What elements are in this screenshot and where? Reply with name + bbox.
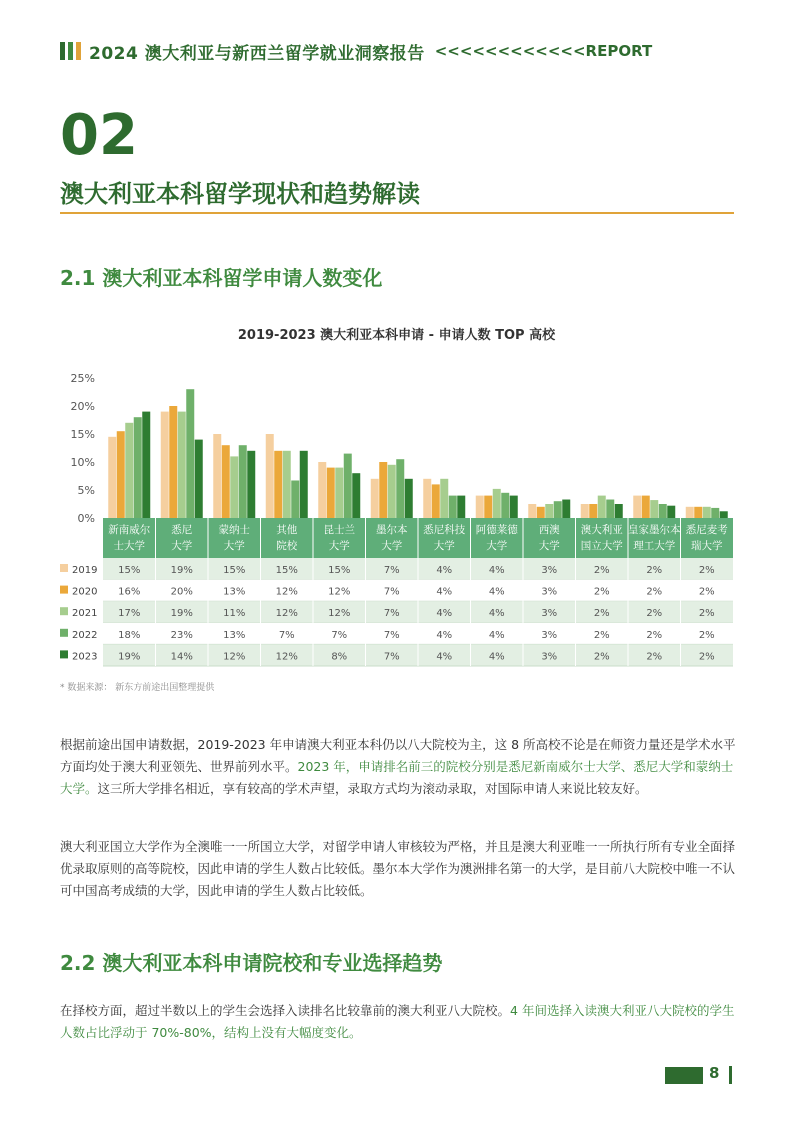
table-cell: 12% bbox=[275, 608, 298, 620]
legend-swatch bbox=[60, 607, 68, 615]
table-cell: 2% bbox=[593, 608, 610, 620]
table-cell: 7% bbox=[383, 565, 400, 576]
table-cell: 7% bbox=[331, 629, 348, 641]
legend-swatch bbox=[60, 629, 68, 637]
bar bbox=[318, 462, 326, 518]
paragraph-1-text: 根据前途出国申请数据，2019-2023 年申请澳大利亚本科仍以八大院校为主，这 8 所高校不论是在师资力量还是学术水平方面均处于澳大利亚领先、世界前列水平。 bbox=[60, 737, 736, 774]
table-cell: 2% bbox=[593, 565, 610, 576]
category-label: 院校 bbox=[276, 540, 298, 552]
table-cell: 2% bbox=[593, 586, 610, 598]
bar bbox=[335, 468, 343, 518]
bar bbox=[449, 496, 457, 518]
bar bbox=[405, 479, 413, 518]
table-cell: 15% bbox=[118, 565, 141, 576]
bar bbox=[344, 454, 352, 518]
section-title-2-2: 2.2 澳大利亚本科申请院校和专业选择趋势 bbox=[60, 951, 443, 975]
paragraph-3-highlight: 4 年间选择入读澳大利亚八大院校的学生人数占比浮动于 70%-80%，结构上没有大幅度变化。 bbox=[60, 1003, 735, 1040]
bar bbox=[423, 479, 431, 518]
category-label: 大学 bbox=[486, 540, 508, 552]
table-cell: 2% bbox=[698, 629, 715, 641]
paragraph-1-text-end: 这三所大学排名相近，享有较高的学术声望，录取方式均为滚动录取，对国际申请人来说比较友好。 bbox=[97, 781, 648, 796]
y-tick-label: 5% bbox=[77, 484, 95, 497]
table-cell: 7% bbox=[278, 629, 295, 641]
category-label: 澳大利亚 bbox=[580, 524, 623, 536]
category-label: 悉尼科技 bbox=[423, 524, 466, 536]
table-cell: 3% bbox=[541, 651, 558, 663]
bar bbox=[388, 465, 396, 518]
table-cell: 2% bbox=[698, 608, 715, 620]
category-label: 国立大学 bbox=[580, 540, 623, 552]
y-tick-label: 10% bbox=[70, 456, 95, 469]
category-label: 阿德莱德 bbox=[475, 524, 518, 536]
table-cell: 3% bbox=[541, 629, 558, 641]
bar bbox=[108, 437, 116, 518]
table-cell: 4% bbox=[488, 565, 505, 576]
bar bbox=[247, 451, 255, 518]
category-label: 悉尼 bbox=[171, 524, 193, 536]
bar bbox=[606, 500, 614, 518]
table-cell: 2% bbox=[593, 629, 610, 641]
report-tag: <<<<<<<<<<<<REPORT bbox=[434, 42, 653, 60]
table-cell: 4% bbox=[436, 586, 453, 598]
table-cell: 4% bbox=[488, 608, 505, 620]
legend-label: 2020 bbox=[72, 586, 98, 598]
bar bbox=[537, 507, 545, 518]
paragraph-1 bbox=[60, 734, 736, 800]
table-cell: 2% bbox=[646, 629, 663, 641]
bar bbox=[432, 484, 440, 518]
table-cell: 23% bbox=[170, 629, 193, 641]
chapter-title: 澳大利亚本科留学现状和趋势解读 bbox=[60, 180, 420, 208]
bar bbox=[142, 412, 150, 518]
table-cell: 3% bbox=[541, 586, 558, 598]
table-cell: 12% bbox=[223, 651, 246, 663]
table-cell: 2% bbox=[593, 651, 610, 663]
bar bbox=[633, 496, 641, 518]
table-cell: 13% bbox=[223, 586, 246, 598]
bar bbox=[274, 451, 282, 518]
category-label: 大学 bbox=[328, 540, 350, 552]
paragraph-1-highlight: 2023 年，申请排名前三的院校分别是悉尼新南威尔士大学、悉尼大学和蒙纳士大学。 bbox=[60, 759, 734, 796]
legend-label: 2021 bbox=[72, 608, 98, 620]
category-label: 大学 bbox=[433, 540, 455, 552]
table-cell: 4% bbox=[436, 565, 453, 576]
table-cell: 7% bbox=[383, 586, 400, 598]
bar bbox=[134, 417, 142, 518]
bar bbox=[239, 445, 247, 518]
bar bbox=[659, 504, 667, 518]
bar bbox=[694, 507, 702, 518]
table-cell: 20% bbox=[170, 586, 193, 598]
category-label: 西澳 bbox=[538, 524, 560, 536]
table-cell: 12% bbox=[328, 608, 351, 620]
bar bbox=[476, 496, 484, 518]
bar bbox=[125, 423, 133, 518]
table-cell: 14% bbox=[170, 651, 193, 663]
category-label: 墨尔本 bbox=[376, 524, 408, 536]
bar bbox=[711, 508, 719, 518]
table-cell: 3% bbox=[541, 608, 558, 620]
table-cell: 2% bbox=[646, 565, 663, 576]
table-cell: 4% bbox=[488, 651, 505, 663]
table-cell: 15% bbox=[275, 565, 298, 576]
section-title-2-1: 2.1 澳大利亚本科留学申请人数变化 bbox=[60, 266, 383, 290]
legend-label: 2019 bbox=[72, 565, 98, 576]
bar bbox=[266, 434, 274, 518]
table-cell: 7% bbox=[383, 608, 400, 620]
table-cell: 19% bbox=[170, 608, 193, 620]
y-tick-label: 25% bbox=[70, 372, 95, 385]
category-label: 大学 bbox=[538, 540, 560, 552]
category-label: 新南威尔 bbox=[108, 524, 151, 536]
bar bbox=[501, 493, 509, 518]
table-cell: 13% bbox=[223, 629, 246, 641]
bar bbox=[379, 462, 387, 518]
bar bbox=[230, 456, 238, 518]
category-label: 瑞大学 bbox=[691, 540, 723, 552]
bar bbox=[186, 389, 194, 518]
legend-swatch bbox=[60, 586, 68, 594]
bar bbox=[396, 459, 404, 518]
bar bbox=[169, 406, 177, 518]
table-cell: 3% bbox=[541, 565, 558, 576]
table-cell: 12% bbox=[275, 586, 298, 598]
table-cell: 18% bbox=[118, 629, 141, 641]
paragraph-2: 澳大利亚国立大学作为全澳唯一一所国立大学，对留学申请人审核较为严格，并且是澳大利亚唯一一所执行所有专业全面择优录取原则的高等院校，因此申请的学生人数占比较低。墨尔本大学作为澳洲排名第一的大学，是目前八大院校中唯一不认可中国高考成绩的大学，因此申请的学生人数占比较低。 bbox=[60, 839, 736, 898]
y-tick-label: 0% bbox=[77, 512, 95, 525]
bar bbox=[283, 451, 291, 518]
table-cell: 8% bbox=[331, 651, 348, 663]
legend-swatch bbox=[60, 564, 68, 572]
category-label: 其他 bbox=[276, 524, 298, 536]
category-label: 蒙纳士 bbox=[218, 524, 250, 536]
bar bbox=[510, 496, 518, 518]
legend-label: 2023 bbox=[72, 651, 98, 663]
y-tick-label: 20% bbox=[70, 400, 95, 413]
category-label: 理工大学 bbox=[633, 540, 676, 552]
bar bbox=[650, 500, 658, 518]
bar bbox=[457, 496, 465, 518]
bar bbox=[493, 489, 501, 518]
category-label: 昆士兰 bbox=[323, 524, 355, 536]
category-label: 大学 bbox=[223, 540, 245, 552]
bar bbox=[222, 445, 230, 518]
bar bbox=[484, 496, 492, 518]
bar bbox=[581, 504, 589, 518]
bar bbox=[686, 507, 694, 518]
bar bbox=[178, 412, 186, 518]
bar bbox=[703, 507, 711, 518]
table-cell: 15% bbox=[328, 565, 351, 576]
bar bbox=[642, 496, 650, 518]
bar bbox=[161, 412, 169, 518]
category-label: 悉尼麦考 bbox=[685, 524, 728, 536]
y-tick-label: 15% bbox=[70, 428, 95, 441]
report-title: 2024 澳大利亚与新西兰留学就业洞察报告 bbox=[89, 43, 425, 64]
table-cell: 4% bbox=[488, 586, 505, 598]
table-cell: 7% bbox=[383, 629, 400, 641]
table-cell: 4% bbox=[436, 629, 453, 641]
bar bbox=[562, 500, 570, 518]
table-cell: 12% bbox=[275, 651, 298, 663]
category-label: 士大学 bbox=[113, 540, 145, 552]
bar bbox=[667, 506, 675, 518]
table-cell: 19% bbox=[118, 651, 141, 663]
bar bbox=[352, 473, 360, 518]
table-cell: 11% bbox=[223, 608, 246, 620]
bar bbox=[720, 511, 728, 518]
bar bbox=[117, 431, 125, 518]
bar bbox=[528, 504, 536, 518]
category-label: 大学 bbox=[381, 540, 403, 552]
chart-title: 2019-2023 澳大利亚本科申请 - 申请人数 TOP 高校 bbox=[237, 328, 556, 343]
paragraph-3 bbox=[60, 1000, 736, 1044]
bar bbox=[545, 504, 553, 518]
category-label: 大学 bbox=[171, 540, 193, 552]
page-number: 8 bbox=[709, 1064, 720, 1082]
table-cell: 16% bbox=[118, 586, 141, 598]
table-cell: 2% bbox=[646, 651, 663, 663]
table-cell: 4% bbox=[488, 629, 505, 641]
bar bbox=[598, 496, 606, 518]
table-cell: 17% bbox=[118, 608, 141, 620]
bar bbox=[327, 468, 335, 518]
bar bbox=[213, 434, 221, 518]
source-note: * 数据来源： 新东方前途出国整理提供 bbox=[60, 683, 215, 693]
legend-swatch bbox=[60, 650, 68, 658]
footer-bar bbox=[665, 1067, 703, 1084]
table-cell: 2% bbox=[646, 586, 663, 598]
table-cell: 2% bbox=[646, 608, 663, 620]
table-cell: 2% bbox=[698, 565, 715, 576]
table-cell: 7% bbox=[383, 651, 400, 663]
bar bbox=[291, 480, 299, 518]
category-label: 皇家墨尔本 bbox=[628, 524, 681, 536]
bar bbox=[371, 479, 379, 518]
legend-label: 2022 bbox=[72, 629, 98, 641]
bar bbox=[195, 440, 203, 518]
bar bbox=[300, 451, 308, 518]
table-cell: 2% bbox=[698, 586, 715, 598]
bar bbox=[440, 479, 448, 518]
table-cell: 4% bbox=[436, 651, 453, 663]
table-cell: 2% bbox=[698, 651, 715, 663]
table-cell: 19% bbox=[170, 565, 193, 576]
table-cell: 15% bbox=[223, 565, 246, 576]
bar bbox=[554, 501, 562, 518]
table-cell: 4% bbox=[436, 608, 453, 620]
table-cell: 12% bbox=[328, 586, 351, 598]
bar bbox=[615, 504, 623, 518]
paragraph-3-text: 在择校方面，超过半数以上的学生会选择入读排名比较靠前的澳大利亚八大院校。 bbox=[60, 1003, 511, 1018]
chapter-number: 02 bbox=[60, 103, 138, 168]
footer-tick bbox=[729, 1066, 732, 1084]
bar bbox=[589, 504, 597, 518]
